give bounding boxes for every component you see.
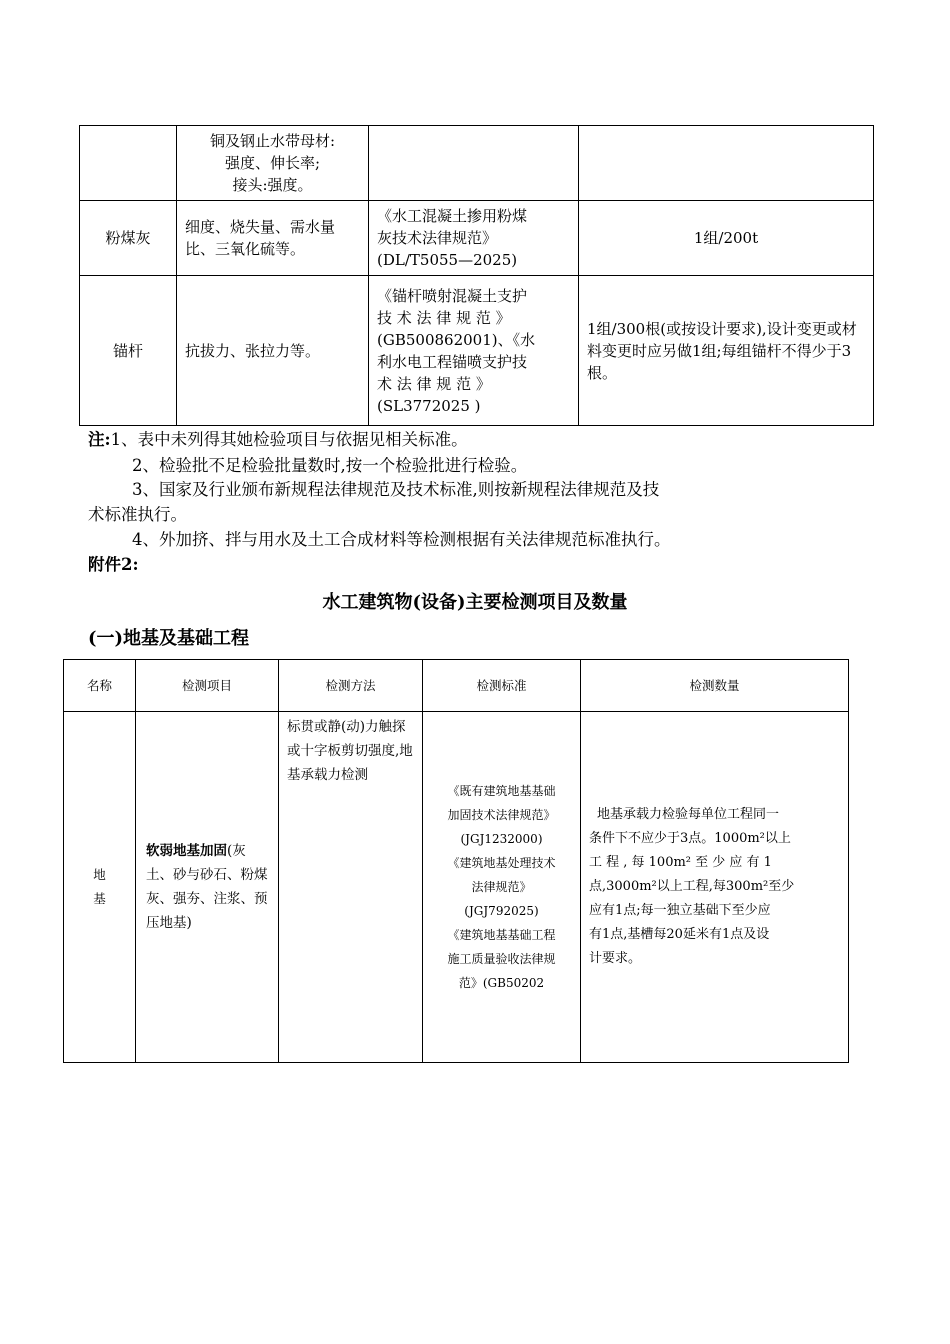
standard-line: 范》(GB50202 bbox=[458, 976, 545, 990]
table-row bbox=[80, 201, 874, 276]
header-cell: 检测数量 bbox=[581, 660, 849, 712]
table-row bbox=[80, 276, 874, 426]
quantity-line: 应有1点;每一独立基础下至少应 bbox=[589, 903, 771, 918]
name-cell bbox=[80, 126, 177, 201]
quantity-line: 计要求。 bbox=[589, 951, 642, 966]
standard-cell bbox=[369, 276, 579, 426]
note-2: 2、检验批不足检验批量数时,按一个检验批进行检验。 bbox=[132, 456, 528, 475]
note-3: 3、国家及行业颁布新规程法律规范及技术标准,则按新规程法律规范及技 bbox=[132, 480, 660, 499]
item-bold: 软弱地基加固 bbox=[146, 843, 227, 859]
name-cell: 粉煤灰 bbox=[80, 201, 177, 276]
table-row bbox=[80, 126, 874, 201]
standard-cell bbox=[369, 126, 579, 201]
subsection-title: (一)地基及基础工程 bbox=[88, 628, 250, 649]
header-cell: 检测项目 bbox=[136, 660, 279, 712]
note-1 bbox=[88, 429, 878, 451]
quantity-line: 地基承载力检验每单位工程同一 bbox=[597, 807, 780, 822]
quantity-cell bbox=[579, 126, 874, 201]
materials-table bbox=[79, 125, 874, 426]
header-cell: 名称 bbox=[64, 660, 136, 712]
standard-line: 《水工混凝土掺用粉煤 bbox=[377, 207, 528, 225]
standard-line: 加固技术法律规范》 bbox=[447, 808, 556, 822]
standard-line: 灰技术法律规范》 bbox=[377, 229, 498, 247]
standard-cell bbox=[369, 201, 579, 276]
standard-line: (JGJ792025) bbox=[464, 904, 539, 918]
standard-line: 《既有建筑地基基础 bbox=[447, 784, 556, 798]
table-header-row bbox=[64, 660, 849, 712]
quantity-cell: 1组/300根(或按设计要求),设计变更或材料变更时应另做1组;每组锚杆不得少于3根。 bbox=[579, 276, 874, 426]
item-cell: 抗拔力、张拉力等。 bbox=[177, 276, 369, 426]
standard-line: (DL/T5055—2025) bbox=[377, 251, 518, 269]
method-cell: 标贯或静(动)力触探或十字板剪切强度,地基承载力检测 bbox=[279, 712, 423, 1063]
quantity-line: 有1点,基槽每20延米有1点及设 bbox=[589, 927, 770, 942]
standard-line: 《建筑地基处理技术 bbox=[447, 856, 556, 870]
standard-line: 技 术 法 律 规 范 》 bbox=[377, 308, 511, 327]
name-cell: 锚杆 bbox=[80, 276, 177, 426]
inspection-table bbox=[63, 659, 849, 1063]
standard-line: 法律规范》 bbox=[471, 880, 532, 894]
item-rest: (灰土、砂与砂石、粉煤灰、强夯、注浆、预压地基) bbox=[146, 843, 268, 931]
section-title: 水工建筑物(设备)主要检测项目及数量 bbox=[322, 592, 628, 613]
quantity-cell: 1组/200t bbox=[579, 201, 874, 276]
standard-line: (JGJ1232000) bbox=[460, 832, 543, 846]
quantity-line: 点,3000m²以上工程,每300m²至少 bbox=[589, 879, 795, 894]
standard-cell bbox=[423, 712, 581, 1063]
quantity-line: 工 程 , 每 100m² 至 少 应 有 1 bbox=[589, 855, 772, 870]
item-line: 接头:强度。 bbox=[232, 176, 313, 194]
name-line: 基 bbox=[93, 891, 106, 906]
note-text: 1、表中未列得其她检验项目与依据见相关标准。 bbox=[110, 430, 468, 449]
note-label: 注: bbox=[88, 430, 111, 449]
item-cell: 细度、烧失量、需水量比、三氧化硫等。 bbox=[177, 201, 369, 276]
name-line: 地 bbox=[93, 867, 106, 882]
item-cell bbox=[136, 712, 279, 1063]
note-3-cont: 术标准执行。 bbox=[88, 505, 187, 524]
attachment-label: 附件2: bbox=[88, 555, 139, 574]
standard-line: 术 法 律 规 范 》 bbox=[377, 374, 491, 393]
standard-line: 施工质量验收法律规 bbox=[447, 952, 556, 966]
item-line: 强度、伸长率; bbox=[224, 154, 321, 172]
table-row bbox=[64, 712, 849, 1063]
standard-line: (SL3772025 ) bbox=[377, 396, 481, 415]
standard-line: 利水电工程锚喷支护技 bbox=[377, 352, 528, 371]
item-line: 铜及钢止水带母材: bbox=[209, 132, 336, 150]
standard-line: 《锚杆喷射混凝土支护 bbox=[377, 286, 528, 305]
name-cell bbox=[64, 712, 136, 1063]
quantity-line: 条件下不应少于3点。1000m²以上 bbox=[589, 831, 791, 846]
header-cell: 检测标准 bbox=[423, 660, 581, 712]
note-4: 4、外加挤、拌与用水及土工合成材料等检测根据有关法律规范标准执行。 bbox=[132, 530, 671, 549]
item-cell bbox=[177, 126, 369, 201]
quantity-cell bbox=[581, 712, 849, 1063]
standard-line: 《建筑地基基础工程 bbox=[447, 928, 556, 942]
header-cell: 检测方法 bbox=[279, 660, 423, 712]
standard-line: (GB500862001)、《水 bbox=[377, 330, 536, 349]
